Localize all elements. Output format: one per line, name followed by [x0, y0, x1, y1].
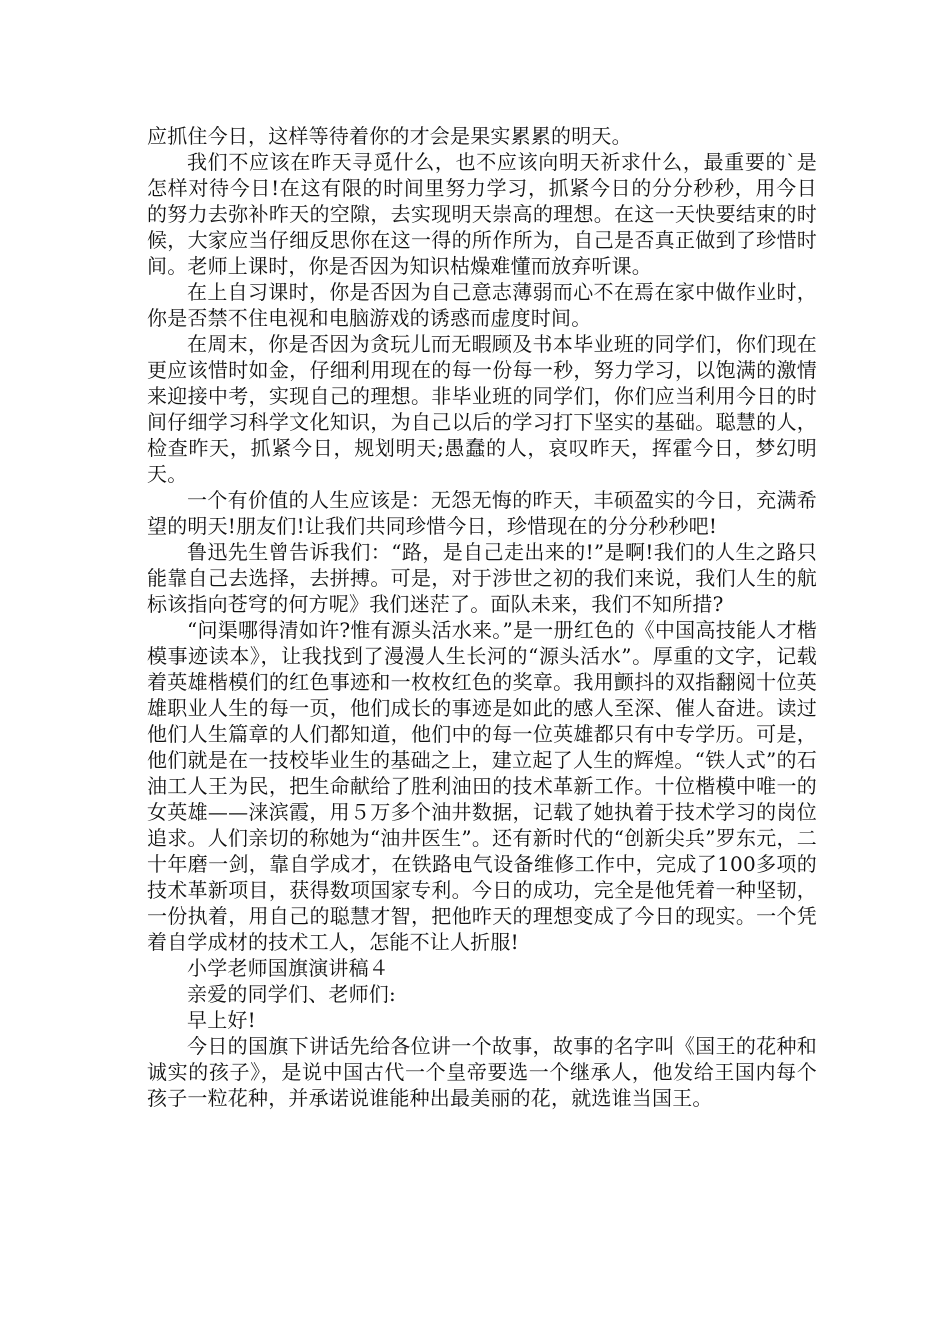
paragraph: 在上自习课时，你是否因为自己意志薄弱而心不在焉在家中做作业时，你是否禁不住电视和电脑游戏的诱惑而虚度时间。: [147, 280, 817, 330]
paragraph: “问渠哪得清如许?惟有源头活水来。”是一册红色的《中国高技能人才楷模事迹读本》，让我找到了漫漫人生长河的“源头活水”。厚重的文字，记载着英雄楷模们的红色事迹和一枚枚红色的奖章。我用颤抖的双指翻阅十位英雄职业人生的每一页，他们成长的事迹是如此的感人至深、催人奋进。读过他们人生篇章的人们都知道，他们中的每一位英雄都只有中专学历。可是，他们就是在一技校毕业生的基础之上，建立起了人生的辉煌。“铁人式”的石油工人王为民，把生命献给了胜利油田的技术革新工作。十位楷模中唯一的女英雄——涞滨霞，用５万多个油井数据，记载了她执着于技术学习的岗位追求。人们亲切的称她为“油井医生”。还有新时代的“创新尖兵”罗东元，二十年磨一剑，靠自学成才，在铁路电气设备维修工作中，完成了100多项的技术革新项目，获得数项国家专利。今日的成功，完全是他凭着一种坚韧，一份执着，用自己的聪慧才智，把他昨天的理想变成了今日的现实。一个凭着自学成材的技术工人，怎能不让人折服!: [147, 618, 817, 954]
greeting: 早上好!: [187, 1008, 256, 1032]
paragraph: 今日的国旗下讲话先给各位讲一个故事，故事的名字叫《国王的花种和诚实的孩子》，是说中国古代一个皇帝要选一个继承人，他发给王国内每个孩子一粒花种，并承诺说谁能种出最美丽的花，就选谁当国王。: [147, 1034, 817, 1110]
salutation: 亲爱的同学们、老师们:: [187, 982, 396, 1006]
paragraph: 一个有价值的人生应该是：无怨无悔的昨天，丰硕盈实的今日，充满希望的明天!朋友们!让我们共同珍惜今日，珍惜现在的分分秒秒吧!: [147, 488, 817, 538]
paragraph: 应抓住今日，这样等待着你的才会是果实累累的明天。: [147, 124, 632, 148]
paragraph: 鲁迅先生曾告诉我们：“路，是自己走出来的!”是啊!我们的人生之路只能靠自己去选择，去拼搏。可是，对于涉世之初的我们来说，我们人生的航标该指向苍穹的何方呢》我们迷茫了。面队未来，我们不知所措?: [147, 540, 817, 616]
paragraph: 在周末，你是否因为贪玩儿而无暇顾及书本毕业班的同学们，你们现在更应该惜时如金，仔细利用现在的每一份每一秒，努力学习，以饱满的激情来迎接中考，实现自己的理想。非毕业班的同学们，你们应当利用今日的时间仔细学习科学文化知识，为自己以后的学习打下坚实的基础。聪慧的人，检查昨天，抓紧今日，规划明天;愚蠢的人，哀叹昨天，挥霍今日，梦幻明天。: [147, 332, 817, 486]
document-body: [147, 123, 817, 1111]
paragraph: 我们不应该在昨天寻觅什么，也不应该向明天祈求什么，最重要的`是怎样对待今日!在这有限的时间里努力学习，抓紧今日的分分秒秒，用今日的努力去弥补昨天的空隙，去实现明天崇高的理想。在这一天快要结束的时候，大家应当仔细反思你在这一得的所作所为，自己是否真正做到了珍惜时间。老师上课时，你是否因为知识枯燥难懂而放弃听课。: [147, 150, 817, 278]
section-title: 小学老师国旗演讲稿４: [187, 956, 389, 980]
